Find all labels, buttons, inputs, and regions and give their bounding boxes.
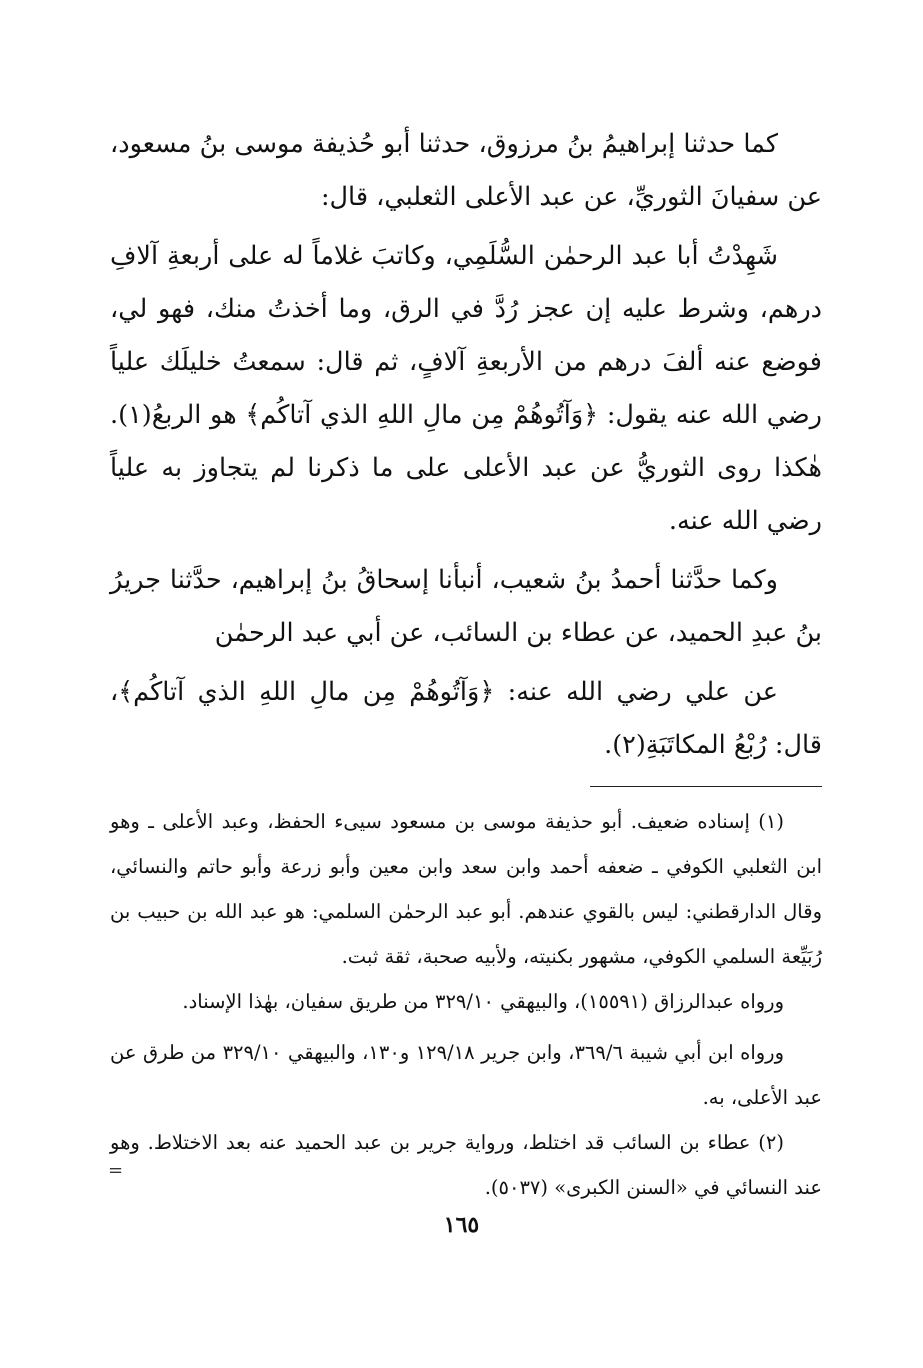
footnote-2: (٢) عطاء بن السائب قد اختلط، ورواية جرير بن عبد الحميد عنه بعد الاختلاط. وهو عند النسائي في «السنن الكبرى» (٥٠٣٧). — [110, 1131, 822, 1199]
footnote-1-continuation-b: ورواه ابن أبي شيبة ٣٦٩/٦، وابن جرير ١٢٩/١٨ و١٣٠، والبيهقي ٣٢٩/١٠ من طرق عن عبد الأعلى، به. — [110, 1041, 822, 1109]
paragraph-narration: شَهِدْتُ أبا عبد الرحمٰن السُّلَمِي، وكاتبَ غلاماً له على أربعةِ آلافِ درهم، وشرط عليه إن عجز رُدَّ في الرق، وما أخذتُ منك، فهو لي، فوضع عنه ألفَ درهم من الأربعةِ آلافٍ، ثم قال: سمعتُ خليلَك علياً رضي الله عنه يقول: ﴿وَآتُوهُمْ مِن مالِ اللهِ الذي آتاكُم﴾ هو الربعُ(١). هٰكذا روى الثوريُّ عن عبد الأعلى على ما ذكرنا لم يتجاوز به علياً رضي الله عنه. — [110, 241, 822, 536]
margin-mark: = — [108, 1160, 124, 1181]
footnotes — [110, 799, 822, 1210]
footnote-1: (١) إسناده ضعيف. أبو حذيفة موسى بن مسعود سيىء الحفظ، وعبد الأعلى ـ وهو ابن الثعلبي الكوفي ـ ضعفه أحمد وابن سعد وابن معين وأبو زرعة وأبو حاتم والنسائي، وقال الدارقطني: ليس بالقوي عندهم. أبو عبد الرحمٰن السلمي: هو عبد الله بن حبيب بن رُبَيِّعة السلمي الكوفي، مشهور بكنيته، ولأبيه صحبة، ثقة ثبت. — [110, 810, 822, 968]
page-body — [110, 118, 822, 1210]
footnote-1-continuation-a: ورواه عبدالرزاق (١٥٥٩١)، والبيهقي ٣٢٩/١٠ من طريق سفيان، بهٰذا الإسناد. — [182, 990, 784, 1013]
paragraph-second-isnad: وكما حدَّثنا أحمدُ بنُ شعيب، أنبأنا إسحاقُ بنُ إبراهيم، حدَّثنا جريرُ بنُ عبدِ الحميد، عن عطاء بن السائب، عن أبي عبد الرحمٰن — [110, 565, 822, 648]
footnote-separator — [590, 786, 822, 787]
paragraph-isnad-opening: كما حدثنا إبراهيمُ بنُ مرزوق، حدثنا أبو حُذيفة موسى بنُ مسعود، عن سفيانَ الثوريِّ، عن عبد الأعلى الثعلبي، قال: — [110, 129, 822, 212]
page-number: ١٦٥ — [443, 1212, 480, 1238]
paragraph-ali-quote: عن علي رضي الله عنه: ﴿وَآتُوهُمْ مِن مالِ اللهِ الذي آتاكُم﴾، قال: رُبْعُ المكاتَبَةِ(٢). — [110, 677, 822, 760]
